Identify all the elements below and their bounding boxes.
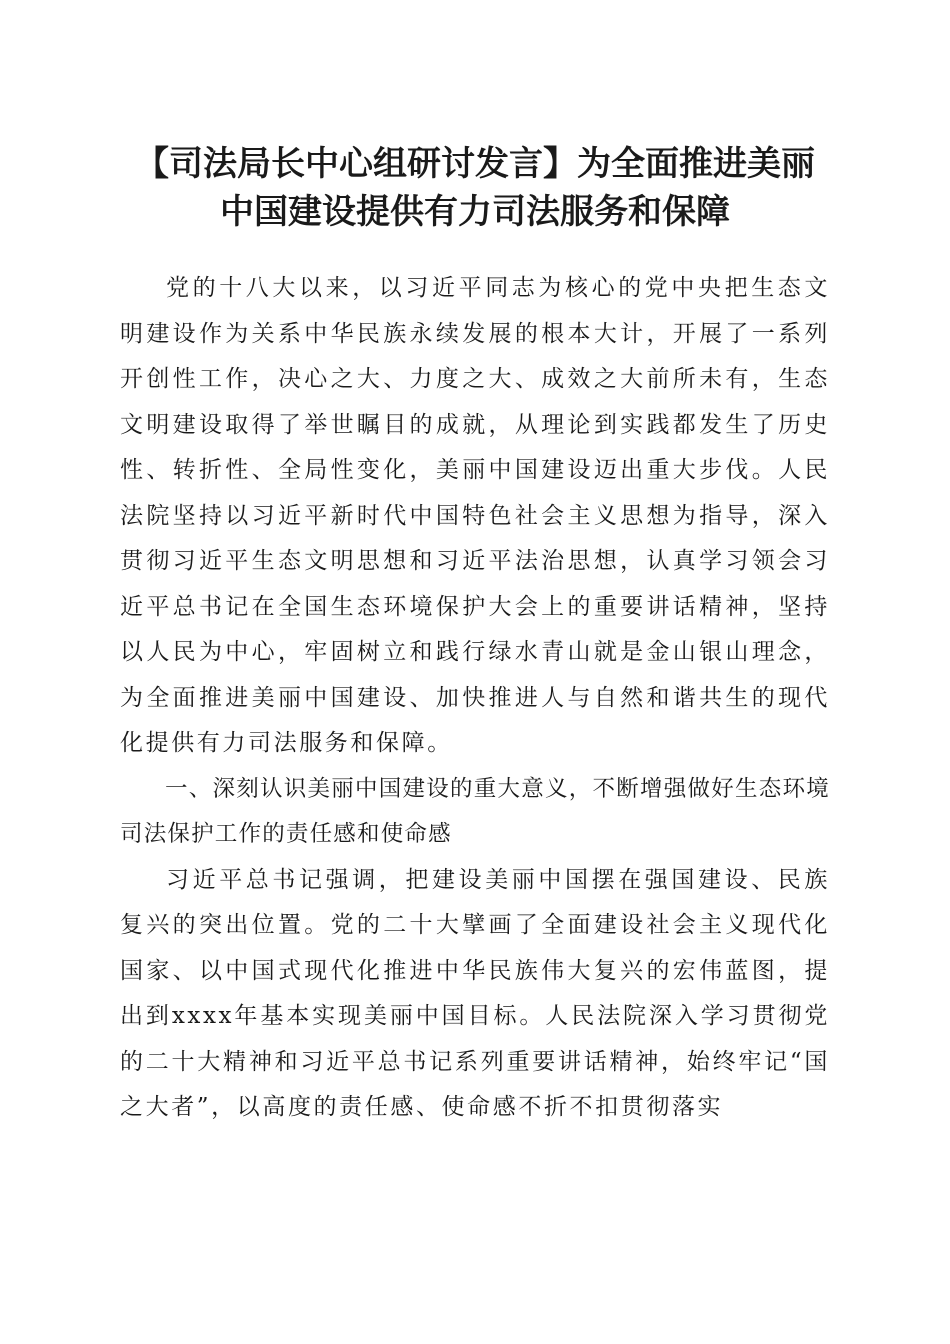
paragraph-intro: 党的十八大以来，以习近平同志为核心的党中央把生态文明建设作为关系中华民族永续发展的根本大计，开展了一系列开创性工作，决心之大、力度之大、成效之大前所未有，生态文明建设取得了举世瞩目的成就，从理论到实践都发生了历史性、转折性、全局性变化，美丽中国建设迈出重大步伐。人民法院坚持以习近平新时代中国特色社会主义思想为指导，深入贯彻习近平生态文明思想和习近平法治思想，认真学习领会习近平总书记在全国生态环境保护大会上的重要讲话精神，坚持以人民为中心，牢固树立和践行绿水青山就是金山银山理念，为全面推进美丽中国建设、加快推进人与自然和谐共生的现代化提供有力司法服务和保障。: [120, 275, 830, 756]
paragraph-section-1: 习近平总书记强调，把建设美丽中国摆在强国建设、民族复兴的突出位置。党的二十大擘画了全面建设社会主义现代化国家、以中国式现代化推进中华民族伟大复兴的宏伟蓝图，提出到xxxx年基本实现美丽中国目标。人民法院深入学习贯彻党的二十大精神和习近平总书记系列重要讲话精神，始终牢记“国之大者”，以高度的责任感、使命感不折不扣贯彻落实: [120, 866, 830, 1120]
title-line-2: 中国建设提供有力司法服务和保障: [220, 192, 730, 232]
section-heading-1: 一、深刻认识美丽中国建设的重大意义，不断增强做好生态环境司法保护工作的责任感和使命感: [120, 775, 830, 847]
document-title: [100, 140, 850, 236]
title-line-1: 【司法局长中心组研讨发言】为全面推进美丽: [135, 144, 815, 184]
document-body: [120, 266, 830, 1131]
